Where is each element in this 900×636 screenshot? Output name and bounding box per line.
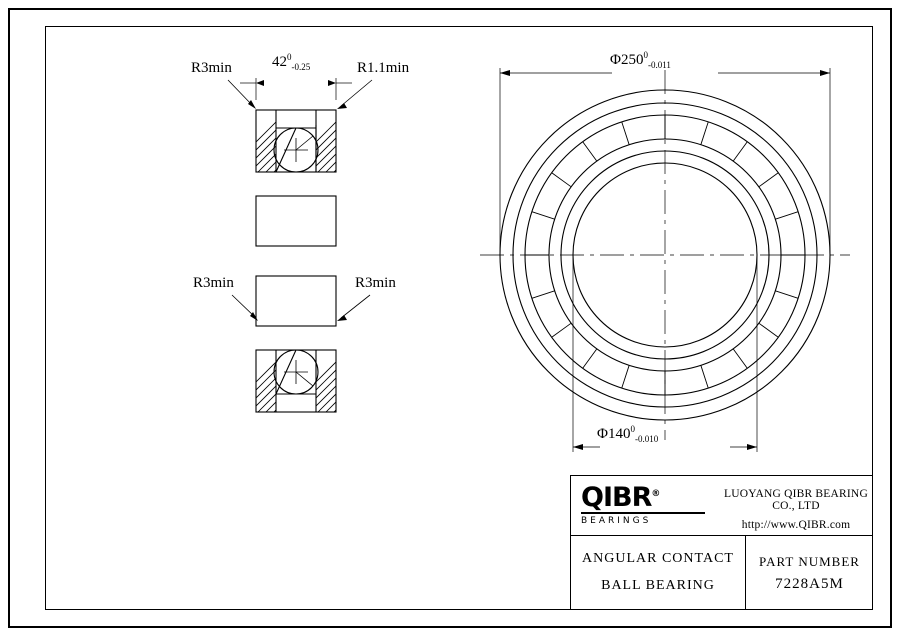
product-type-line1: ANGULAR CONTACT: [582, 551, 734, 567]
dimension-inner-diameter: $\Phi 140^0_{-0.010}$: [597, 424, 659, 444]
company-info: [721, 488, 871, 531]
logo-brand: QIBR®: [581, 482, 660, 513]
dimension-width-42: $42^0_{-0.25}$: [272, 52, 311, 72]
logo-tagline: BEARINGS: [581, 516, 652, 526]
title-block: [570, 475, 873, 610]
callout-r3min-bottom-right: R3min: [355, 275, 396, 291]
product-type-line2: BALL BEARING: [601, 578, 715, 593]
title-block-body: [571, 536, 872, 610]
qibr-logo: [581, 484, 711, 526]
product-type: [571, 536, 746, 610]
part-number-value: 7228A5M: [775, 575, 844, 592]
callout-r1-1min-top-right: R1.1min: [357, 60, 410, 76]
callout-r3min-top-left: R3min: [191, 60, 232, 76]
callout-r3min-bottom-left: R3min: [193, 275, 234, 291]
part-number-cell: [746, 536, 873, 610]
company-name: LUOYANG QIBR BEARING CO., LTD: [724, 488, 868, 512]
part-number-label: PART NUMBER: [759, 553, 860, 569]
title-block-header: [571, 476, 872, 536]
dimension-outer-diameter: $\Phi 250^0_{-0.011}$: [610, 50, 671, 70]
company-website: http://www.QIBR.com: [741, 519, 851, 531]
